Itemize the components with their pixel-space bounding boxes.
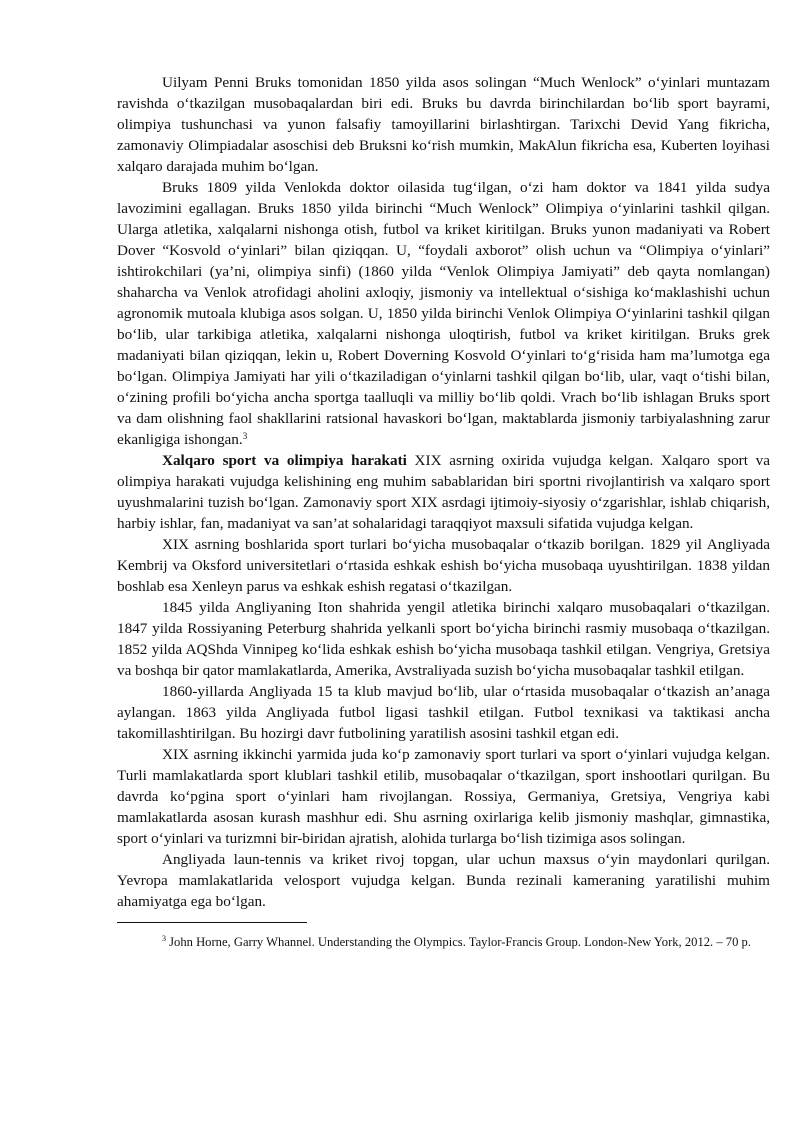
paragraph-text: XIX asrning oxirida vujudga kelgan. Xalqaro sport va olimpiya harakati vujudga kelishining eng muhim sabablaridan biri sportni rivojlantirish va xalqaro sport uyushmalarini tuzish bo‘lgan. Zamonaviy sport XIX asrdagi ijtimoiy-siyosiy o‘zgarishlar, ishlab chiqarish, harbiy ishlar, fan, madaniyat va san’at sohalaridagi taraqqiyot maxsuli sifatida vujudga kelgan.: [117, 452, 770, 532]
paragraph-brooks-biography: [117, 177, 770, 450]
paragraph-brooks-intro: [117, 72, 770, 177]
section-heading-inline: Xalqaro sport va olimpiya harakati: [162, 452, 407, 469]
footnote-marker: 3: [162, 934, 166, 943]
paragraph-1845-events: [117, 597, 770, 681]
footnote-separator: [117, 922, 307, 923]
paragraph-second-half-19c: [117, 744, 770, 849]
footnote-text: John Horne, Garry Whannel. Understanding the Olympics. Taylor-Francis Group. London-New York, 2012. – 70 p.: [166, 935, 751, 949]
paragraph-text: Bruks 1809 yilda Venlokda doktor oilasida tug‘ilgan, o‘zi ham doktor va 1841 yilda sudya lavozimini egallagan. Bruks 1850 yilda birinchi “Much Wenlock” Olimpiya o‘yinlarini tashkil qilgan. Ularga atletika, xalqalarni nishonga otish, futbol va kriket kiritilgan. Bruks yunon madaniyati va Robert Dover “Kosvold o‘yinlari” bilan qiziqqan. U, “foydali axborot” olish uchun va “Olimpiya o‘yinlari” ishtirokchilari (ya’ni, olimpiya sinfi) (1860 yilda “Venlok Olimpiya Jamiyati” deb qayta nomlangan) shaharcha va Venlok atrofidagi aholini axloqiy, jismoniy va intellektual o‘sishiga ko‘maklashishi uchun agronomik mutoala klubiga asos solgan. U, 1850 yilda birinchi Venlok Olimpiya O‘yinlarini tashkil qilgan bo‘lib, ular tarkibiga atletika, xalqalarni nishonga uloqtirish, futbol va kriket kiritilgan. Bruks grek madaniyati bilan qiziqqan, lekin u, Robert Doverning Kosvold O‘yinlari to‘g‘risida ham ma’lumotga ega bo‘lgan. Olimpiya Jamiyati har yili o‘tkaziladigan o‘yinlarni tashkil qilgan bo‘lib, ular, vaqt o‘tishi bilan, o‘zining profili bo‘yicha ancha sportga taalluqli va milliy bo‘lib qoldi. Vrach bo‘lib ishlagan Bruks sport va dam olishning faol shakllarini ratsional havaskori bo‘lgan, maktablarda jismoniy tarbiyalashning zarur ekanligiga ishongan.: [117, 179, 770, 448]
paragraph-international-movement: [117, 450, 770, 534]
paragraph-text: XIX asrning boshlarida sport turlari bo‘yicha musobaqalar o‘tkazib borilgan. 1829 yil Angliyada Kembrij va Oksford universitetlari o‘rtasida eshkak eshish bo‘yicha musobaqa uyushtirilgan. 1838 yildan boshlab esa Xenleyn parus va eshkak eshish regatasi o‘tkazilgan.: [117, 536, 770, 595]
paragraph-text: 1860-yillarda Angliyada 15 ta klub mavjud bo‘lib, ular o‘rtasida musobaqalar o‘tkazish an’anaga aylangan. 1863 yilda Angliyada futbol ligasi tashkil etilgan. Futbol texnikasi va taktikasi ancha takomillashtirilgan. Bu hozirgi davr futbolining yaratilish asosini tashkil etgan edi.: [117, 683, 770, 742]
paragraph-1860s-football: [117, 681, 770, 744]
paragraph-text: Angliyada laun-tennis va kriket rivoj topgan, ular uchun maxsus o‘yin maydonlari qurilgan. Yevropa mamlakatlarida velosport vujudga kelgan. Bunda rezinali kameraning yaratilishi muhim ahamiyatga ega bo‘lgan.: [117, 851, 770, 910]
footnote: [117, 933, 770, 952]
paragraph-early-competitions: [117, 534, 770, 597]
paragraph-england-tennis: [117, 849, 770, 912]
footnote-reference[interactable]: 3: [242, 431, 248, 441]
paragraph-text: Uilyam Penni Bruks tomonidan 1850 yilda asos solingan “Much Wenlock” o‘yinlari muntazam ravishda o‘tkazilgan musobaqalardan biri edi. Bruks bu davrda birinchilardan bo‘lib sport bayrami, olimpiya tushunchasi va yunon falsafiy tamoyillarini birlashtirgan. Tarixchi Devid Yang fikricha, zamonaviy Olimpiadalar asoschisi deb Bruksni ko‘rish mumkin, MakAlun fikricha esa, Kuberten loyihasi xalqaro darajada muhim bo‘lgan.: [117, 74, 770, 175]
document-page: [117, 72, 770, 952]
paragraph-text: 1845 yilda Angliyaning Iton shahrida yengil atletika birinchi xalqaro musobaqalari o‘tkazilgan. 1847 yilda Rossiyaning Peterburg shahrida yelkanli sport bo‘yicha birinchi rasmiy musobaqa o‘tkazilgan. 1852 yilda AQShda Vinnipeg ko‘lida eshkak eshish bo‘yicha musobaqa tashkil etilgan. Vengriya, Gretsiya va boshqa bir qator mamlakatlarda, Amerika, Avstraliyada suzish bo‘yicha musobaqalar tashkil etilgan.: [117, 599, 770, 679]
paragraph-text: XIX asrning ikkinchi yarmida juda ko‘p zamonaviy sport turlari va sport o‘yinlari vujudga kelgan. Turli mamlakatlarda sport klublari tashkil etilib, musobaqalar o‘tkazilgan, sport inshootlari qurilgan. Bu davrda ko‘pgina sport o‘yinlari ham rivojlangan. Rossiya, Germaniya, Gretsiya, Vengriya kabi mamlakatlarda asosan kurash mashhur edi. Shu asrning oxirlariga kelib jismoniy mashqlar, gimnastika, sport o‘yinlari va turizmni bir-biridan ajratish, alohida turlarga bo‘lish tizimiga asos solingan.: [117, 746, 770, 847]
